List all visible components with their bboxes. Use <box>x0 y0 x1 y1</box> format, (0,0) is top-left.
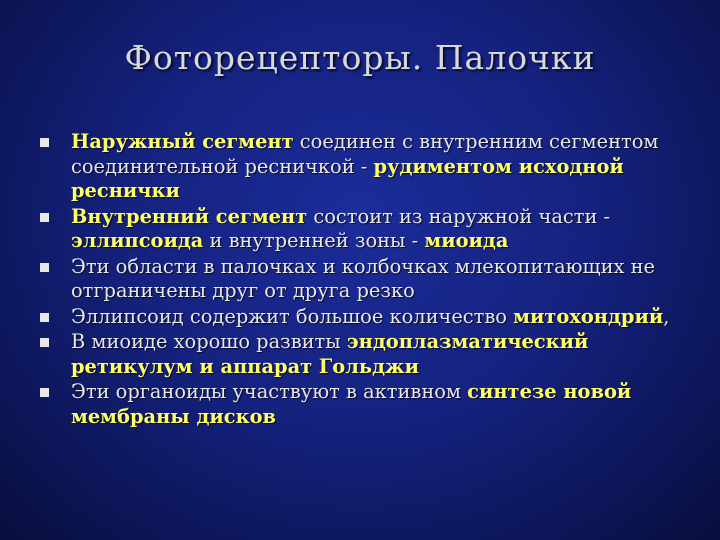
bullet-text: В миоиде хорошо развиты <box>71 330 347 353</box>
square-bullet-icon <box>40 313 49 322</box>
bullet-item <box>40 330 700 379</box>
square-bullet-icon <box>40 138 49 147</box>
bullet-text: состоит из наружной части - <box>307 204 611 228</box>
bullet-text: Эти области в палочках и колбочках млекопитающих не отграничены друг от друга резко <box>71 254 655 302</box>
highlighted-term: эллипсоида <box>71 229 204 252</box>
bullet-text: соединен с внутренним сегментом соединительной ресничкой - <box>71 130 659 178</box>
bullet-text: Эти органоиды участвуют в активном <box>71 380 468 403</box>
bullet-item <box>40 130 700 204</box>
square-bullet-icon <box>40 213 49 222</box>
square-bullet-icon <box>40 338 49 347</box>
highlighted-term: синтезе новой мембраны дисков <box>71 380 632 428</box>
slide-title: Фоторецепторы. Палочки <box>124 38 596 77</box>
bullet-text: , <box>663 304 670 328</box>
bullet-item <box>40 380 700 429</box>
bullet-item <box>40 255 700 304</box>
highlighted-term: эндоплазматический ретикулум и аппарат Гольджи <box>71 330 589 378</box>
highlighted-term: митохондрий <box>513 304 664 328</box>
highlighted-term: Наружный сегмент <box>71 130 294 153</box>
bullet-item <box>40 205 700 254</box>
square-bullet-icon <box>40 388 49 397</box>
highlighted-term: Внутренний сегмент <box>71 204 308 228</box>
bullet-list <box>40 130 700 430</box>
bullet-text: Эллипсоид содержит большое количество <box>71 304 514 328</box>
highlighted-term: рудиментом исходной реснички <box>71 154 624 202</box>
bullet-text: и внутренней зоны - <box>203 229 425 252</box>
square-bullet-icon <box>40 263 49 272</box>
highlighted-term: миоида <box>424 229 509 252</box>
bullet-item <box>40 305 700 330</box>
